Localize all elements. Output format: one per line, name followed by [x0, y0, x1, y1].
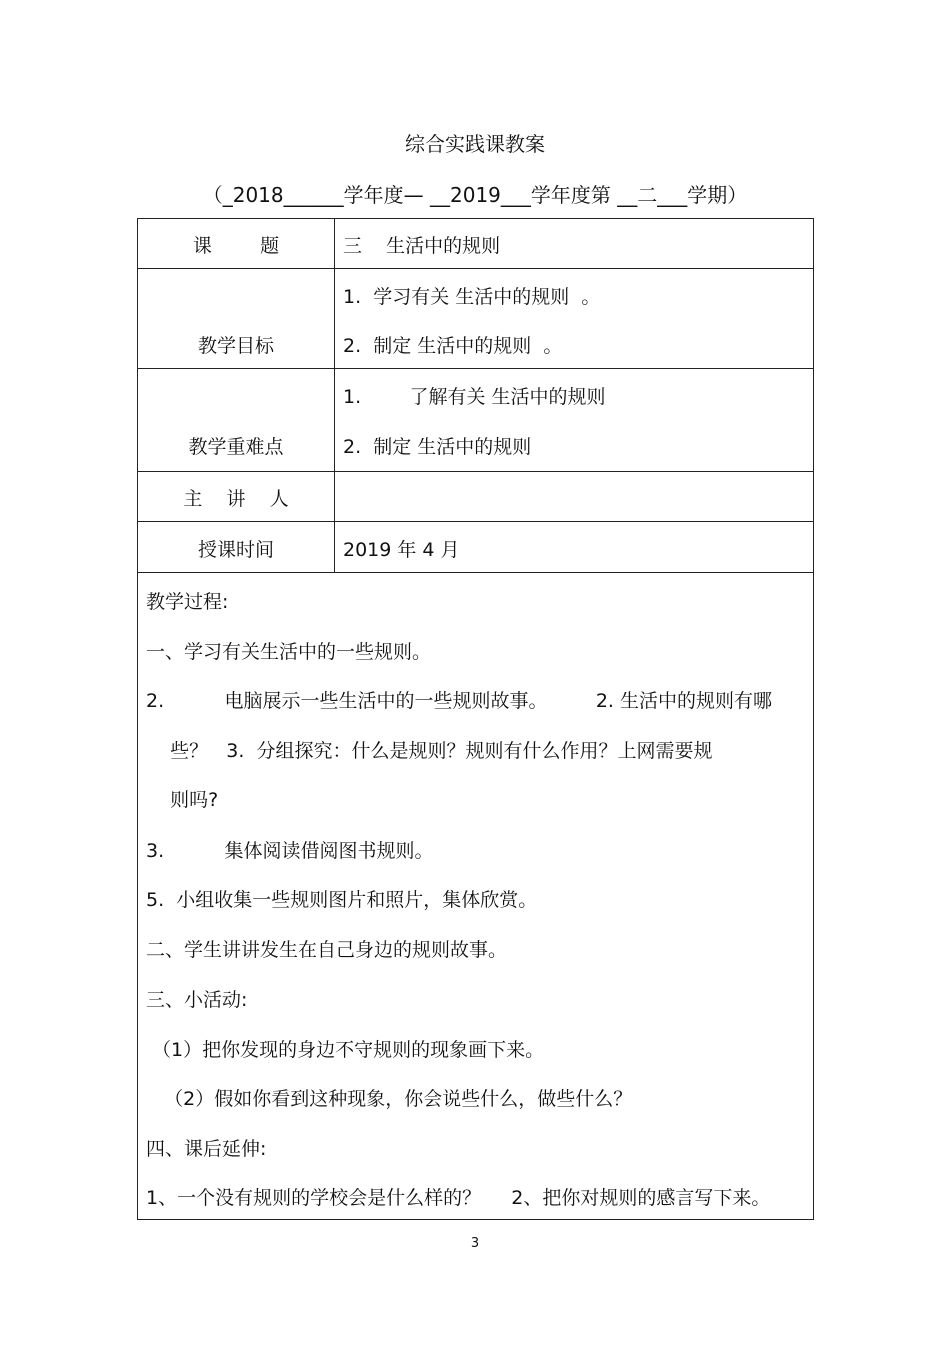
- label-cell-time: [138, 522, 335, 572]
- label-keypoints: 教学重难点: [188, 436, 284, 458]
- process-line: 二、学生讲讲发生在自己身边的规则故事。: [146, 939, 508, 961]
- label-cell-keypoints: [138, 369, 335, 471]
- label-lecturer: 主 讲 人: [183, 488, 289, 510]
- process-line: 1、一个没有规则的学校会是什么样的？ 2、把你对规则的感言写下来。: [146, 1187, 771, 1209]
- process-line: 2. 电脑展示一些生活中的一些规则故事。 2. 生活中的规则有哪: [146, 690, 773, 712]
- label-goals: 教学目标: [197, 335, 274, 357]
- process-line: 3. 集体阅读借阅图书规则。: [146, 840, 434, 862]
- value-cell-lecturer: [335, 472, 813, 521]
- value-cell-topic: [335, 219, 813, 268]
- process-line: 些？ 3. 分组探究：什么是规则？规则有什么作用？上网需要规: [146, 740, 713, 762]
- process-line: 三、小活动:: [146, 989, 248, 1011]
- row-keypoints: [138, 369, 813, 472]
- row-topic: [138, 219, 813, 269]
- page-number: 3: [470, 1236, 480, 1251]
- value-cell-keypoints: [335, 369, 813, 471]
- process-line: 则吗?: [146, 789, 219, 811]
- value-cell-goals: [335, 269, 813, 368]
- value-time: 2019 年 4 月: [343, 539, 460, 561]
- label-cell-lecturer: [138, 472, 335, 521]
- process-line: （2）假如你看到这种现象，你会说些什么，做些什么？: [146, 1088, 633, 1110]
- value-cell-time: [335, 522, 813, 572]
- document-subtitle: （_2018______学年度— __2019___学年度第 __二___学期）: [202, 183, 748, 207]
- process-line: 四、课后延伸:: [146, 1138, 267, 1160]
- document-title: 综合实践课教案: [405, 132, 545, 156]
- row-lecturer: [138, 472, 813, 522]
- row-process: [138, 573, 813, 1219]
- label-cell-goals: [138, 269, 335, 368]
- label-cell-topic: [138, 219, 335, 268]
- value-topic: 三 生活中的规则: [343, 235, 501, 257]
- row-time: [138, 522, 813, 573]
- label-topic: 课 题: [192, 235, 280, 257]
- goal-item: 2. 制定 生活中的规则 。: [343, 335, 563, 357]
- keypoint-item: 1. 了解有关 生活中的规则: [343, 386, 606, 408]
- process-line: 一、学习有关生活中的一些规则。: [146, 641, 432, 663]
- keypoint-item: 2. 制定 生活中的规则: [343, 436, 532, 458]
- process-heading: 教学过程:: [146, 591, 229, 613]
- process-cell: [138, 573, 813, 1219]
- row-goals: [138, 269, 813, 369]
- goal-item: 1. 学习有关 生活中的规则 。: [343, 286, 601, 308]
- lesson-plan-table: [137, 218, 814, 1220]
- label-time: 授课时间: [197, 539, 274, 561]
- process-line: （1）把你发现的身边不守规则的现象画下来。: [146, 1039, 545, 1061]
- process-line: 5. 小组收集一些规则图片和照片，集体欣赏。: [146, 889, 538, 911]
